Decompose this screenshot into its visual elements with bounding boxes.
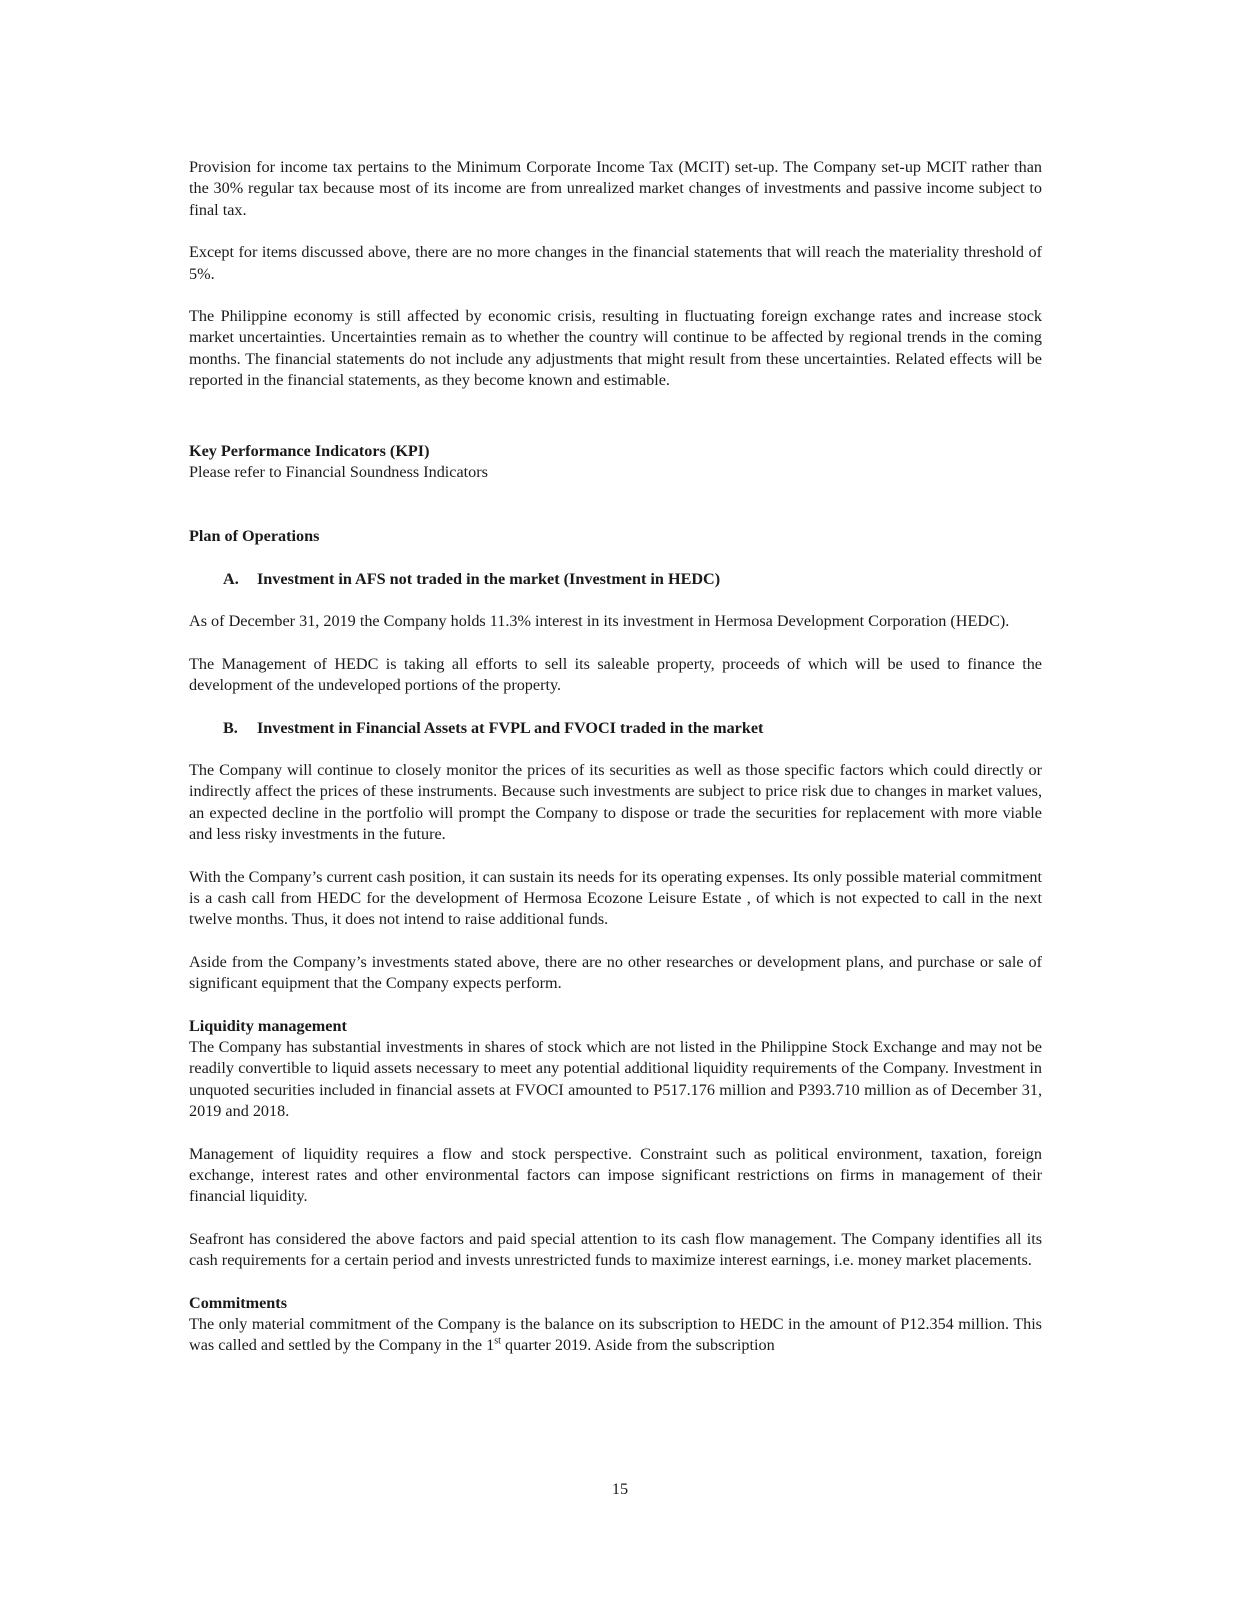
kpi-text: Please refer to Financial Soundness Indicators: [189, 463, 488, 482]
document-page: [189, 157, 1042, 1357]
commitments-text-2: quarter 2019. Aside from the subscription: [500, 1336, 775, 1355]
commitments-heading: Commitments: [189, 1293, 288, 1312]
section-b-paragraph-2: With the Company’s current cash position, it can sustain its needs for its operating expenses. Its only possible material commitment is a cash call from HEDC for the development of Hermosa Ecozone Leisure Estate , of which is not expected to call in the next twelve months. Thus, it does not intend to raise additional funds.: [189, 867, 1042, 929]
paragraph-materiality: Except for items discussed above, there are no more changes in the financial statements that will reach the materiality threshold of 5%.: [189, 243, 1042, 283]
kpi-heading: Key Performance Indicators (KPI): [189, 441, 430, 460]
section-b-paragraph-1: The Company will continue to closely monitor the prices of its securities as well as those specific factors which could directly or indirectly affect the prices of these instruments. Because such investments are subject to price risk due to changes in market values, an expected decline in the portfolio will prompt the Company to dispose or trade the securities for replacement with more viable and less risky investments in the future.: [189, 760, 1042, 844]
section-b-letter: B.: [223, 718, 238, 737]
section-a-letter: A.: [223, 569, 239, 588]
section-a-paragraph-2: The Management of HEDC is taking all efforts to sell its saleable property, proceeds of which will be used to finance the development of the undeveloped portions of the property.: [189, 654, 1042, 695]
liquidity-paragraph-3: Seafront has considered the above factors and paid special attention to its cash flow management. The Company identifies all its cash requirements for a certain period and invests unrestricted funds to maximize interest earnings, i.e. money market placements.: [189, 1229, 1042, 1270]
commitments-ordinal-suffix: st: [494, 1336, 501, 1348]
liquidity-paragraph-1: The Company has substantial investments in shares of stock which are not listed in the Philippine Stock Exchange and may not be readily convertible to liquid assets necessary to meet any potential additional liquidity requirements of the Company. Investment in unquoted securities included in financial assets at FVOCI amounted to P517.176 million and P393.710 million as of December 31, 2019 and 2018.: [189, 1037, 1042, 1121]
commitments-paragraph: [189, 1314, 1042, 1357]
liquidity-paragraph-2: Management of liquidity requires a flow and stock perspective. Constraint such as political environment, taxation, foreign exchange, interest rates and other environmental factors can impose significant restrictions on firms in management of their financial liquidity.: [189, 1144, 1042, 1206]
section-a-heading: [223, 569, 1042, 590]
page-number: 15: [611, 1480, 629, 1498]
section-b-heading: [223, 718, 1042, 739]
commitments-text-1: The only material commitment of the Company is the balance on its subscription to HEDC in the amount of P12.354 million. This was called and settled by the Company in the 1: [189, 1315, 1042, 1355]
paragraph-economy: The Philippine economy is still affected by economic crisis, resulting in fluctuating foreign exchange rates and increase stock market uncertainties. Uncertainties remain as to whether the country will continue to be affected by regional trends in the coming months. The financial statements do not include any adjustments that might result from these uncertainties. Related effects will be reported in the financial statements, as they become known and estimable.: [189, 307, 1042, 390]
section-a-title: Investment in AFS not traded in the market (Investment in HEDC): [257, 569, 721, 588]
section-b-paragraph-3: Aside from the Company’s investments stated above, there are no other researches or development plans, and purchase or sale of significant equipment that the Company expects perform.: [189, 952, 1042, 993]
paragraph-mcit: Provision for income tax pertains to the Minimum Corporate Income Tax (MCIT) set-up. The Company set-up MCIT rather than the 30% regular tax because most of its income are from unrealized market changes of investments and passive income subject to final tax.: [189, 158, 1042, 219]
plan-heading: Plan of Operations: [189, 527, 320, 546]
section-a-paragraph-1: As of December 31, 2019 the Company holds 11.3% interest in its investment in Hermosa Development Corporation (HEDC).: [189, 612, 1010, 631]
liquidity-heading: Liquidity management: [189, 1016, 347, 1035]
section-b-title: Investment in Financial Assets at FVPL and FVOCI traded in the market: [257, 718, 764, 737]
